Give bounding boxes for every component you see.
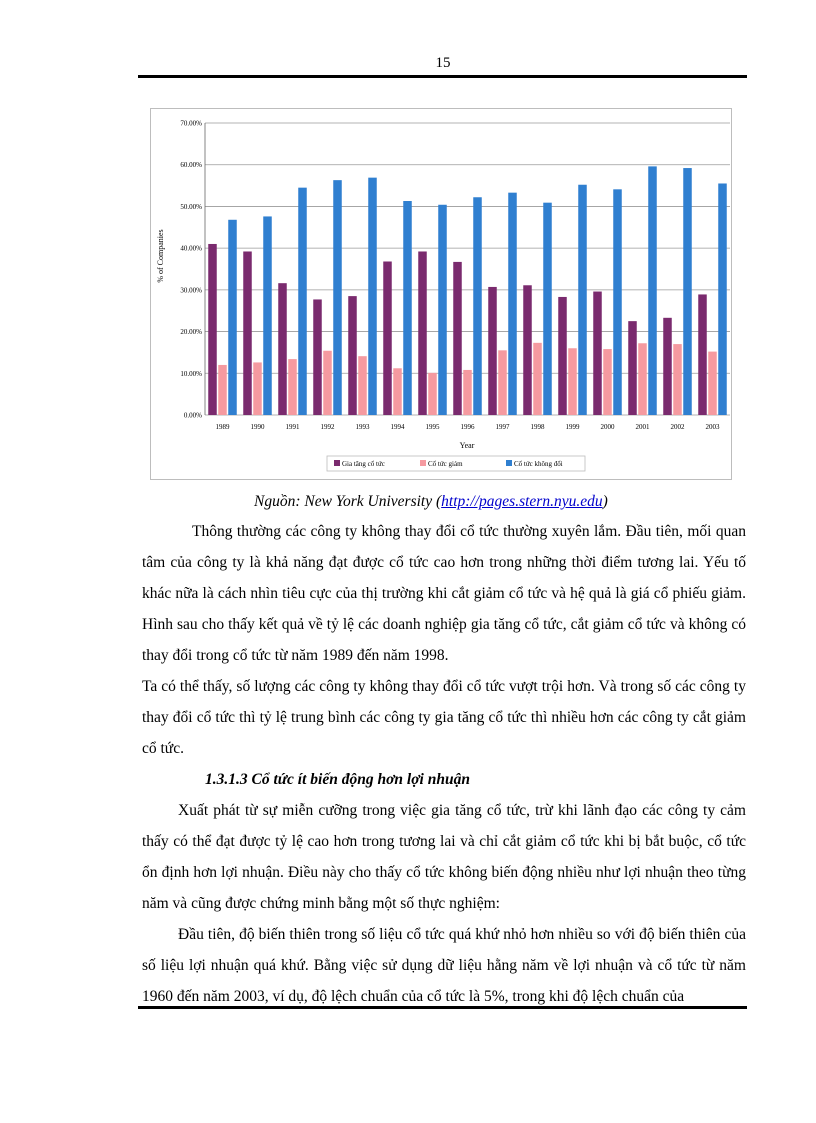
- source-link[interactable]: http://pages.stern.nyu.edu: [441, 493, 603, 510]
- figure-caption: [254, 493, 608, 511]
- y-tick-label: 10.00%: [180, 369, 202, 378]
- bar: [403, 201, 412, 415]
- bar: [348, 296, 357, 415]
- bar: [508, 193, 517, 415]
- bar: [613, 189, 622, 415]
- bar: [333, 180, 342, 415]
- x-tick-label: 1989: [215, 423, 230, 431]
- legend-swatch: [334, 460, 340, 466]
- paragraph-1: Thông thường các công ty không thay đổi cổ tức thường xuyên lắm. Đầu tiên, mối quan tâm của công ty là khả năng đạt được cổ tức cao hơn trong những thời điểm tương lai. Yếu tố khác nữa là cách nhìn tiêu cực của thị trường khi cắt giảm cổ tức và hệ quả là giá cổ phiếu giảm. Hình sau cho thấy kết quả về tỷ lệ các doanh nghiệp gia tăng cổ tức, cắt giảm cổ tức và không có thay đổi trong cổ tức từ năm 1989 đến năm 1998.: [142, 523, 746, 664]
- x-tick-label: 2000: [600, 423, 615, 431]
- x-axis-label: Year: [459, 441, 475, 450]
- bar: [243, 251, 252, 415]
- x-tick-label: 1992: [320, 423, 335, 431]
- footer-rule: [138, 1006, 747, 1009]
- bar: [208, 244, 217, 415]
- x-tick-label: 1993: [355, 423, 370, 431]
- paragraph-2: Ta có thể thấy, số lượng các công ty không thay đổi cổ tức vượt trội hơn. Và trong số các công ty thay đổi cổ tức thì tỷ lệ trung bình các công ty gia tăng cổ tức thì nhiều hơn các công ty cắt giảm cổ tức.: [142, 678, 746, 757]
- bar: [393, 368, 402, 415]
- bar: [383, 261, 392, 415]
- legend-label: Gia tăng cổ tức: [342, 460, 385, 468]
- section-heading: 1.3.1.3 Cổ tức ít biến động hơn lợi nhuận: [205, 771, 470, 788]
- bar: [288, 359, 297, 415]
- bar: [438, 205, 447, 415]
- legend-label: Cổ tức không đổi: [514, 460, 563, 468]
- header-rule: [138, 75, 747, 78]
- bar: [568, 348, 577, 415]
- bar: [463, 370, 472, 415]
- bar: [628, 321, 637, 415]
- bar: [298, 188, 307, 415]
- bar: [523, 285, 532, 415]
- bar: [663, 318, 672, 415]
- x-tick-label: 1998: [530, 423, 545, 431]
- y-axis-label: % of Companies: [156, 229, 165, 283]
- bar: [543, 203, 552, 415]
- x-tick-label: 2001: [635, 423, 650, 431]
- bar: [488, 287, 497, 415]
- legend-label: Cổ tức giảm: [428, 460, 463, 468]
- bar: [638, 343, 647, 415]
- body-text: [142, 516, 746, 1012]
- bar: [453, 262, 462, 415]
- bar: [558, 297, 567, 415]
- y-tick-label: 50.00%: [180, 202, 202, 211]
- dividend-change-chart: [150, 108, 732, 480]
- page-number: 15: [435, 55, 451, 71]
- bar: [368, 178, 377, 415]
- y-tick-label: 30.00%: [180, 286, 202, 295]
- bar: [648, 166, 657, 415]
- bar: [533, 343, 542, 415]
- x-tick-label: 1995: [425, 423, 440, 431]
- bar: [323, 351, 332, 415]
- y-tick-label: 70.00%: [180, 119, 202, 128]
- bar: [473, 197, 482, 415]
- x-tick-label: 1996: [460, 423, 475, 431]
- caption-prefix: Nguồn: New York University (: [254, 493, 442, 510]
- bar: [313, 299, 322, 415]
- bar: [673, 344, 682, 415]
- y-tick-label: 40.00%: [180, 244, 202, 253]
- x-tick-label: 1990: [250, 423, 265, 431]
- bar: [263, 216, 272, 415]
- y-tick-label: 0.00%: [183, 411, 202, 420]
- y-tick-label: 60.00%: [180, 161, 202, 170]
- legend-swatch: [506, 460, 512, 466]
- x-tick-label: 1997: [495, 423, 510, 431]
- bar: [708, 352, 717, 415]
- x-tick-label: 2002: [670, 423, 685, 431]
- bar: [593, 292, 602, 415]
- bar: [498, 350, 507, 415]
- paragraph-4: Đầu tiên, độ biến thiên trong số liệu cổ tức quá khứ nhỏ hơn nhiều so với độ biến thiên của số liệu lợi nhuận quá khứ. Bằng việc sử dụng dữ liệu hằng năm về lợi nhuận và cổ tức từ năm 1960 đến năm 2003, ví dụ, độ lệch chuẩn của cổ tức là 5%, trong khi độ lệch chuẩn của: [142, 926, 746, 1005]
- bar: [278, 283, 287, 415]
- bar: [698, 294, 707, 415]
- bar: [718, 183, 727, 415]
- caption-suffix: ): [602, 493, 608, 510]
- bar: [418, 251, 427, 415]
- legend-swatch: [420, 460, 426, 466]
- y-tick-label: 20.00%: [180, 328, 202, 337]
- bar: [228, 220, 237, 415]
- bar: [428, 373, 437, 415]
- bar: [253, 362, 262, 415]
- bar: [358, 356, 367, 415]
- x-tick-label: 2003: [705, 423, 720, 431]
- x-tick-label: 1994: [390, 423, 405, 431]
- bar: [578, 185, 587, 415]
- x-tick-label: 1991: [285, 423, 300, 431]
- x-tick-label: 1999: [565, 423, 580, 431]
- bar: [683, 168, 692, 415]
- bar: [603, 349, 612, 415]
- bar: [218, 365, 227, 415]
- paragraph-3: Xuất phát từ sự miễn cưỡng trong việc gia tăng cổ tức, trừ khi lãnh đạo các công ty cảm thấy có thể đạt được tỷ lệ cao hơn trong tương lai và chỉ cắt giảm cổ tức khi bị bắt buộc, cổ tức ổn định hơn lợi nhuận. Điều này cho thấy cổ tức không biến động nhiều như lợi nhuận theo từng năm và cũng được chứng minh bằng một số thực nghiệm:: [142, 802, 746, 912]
